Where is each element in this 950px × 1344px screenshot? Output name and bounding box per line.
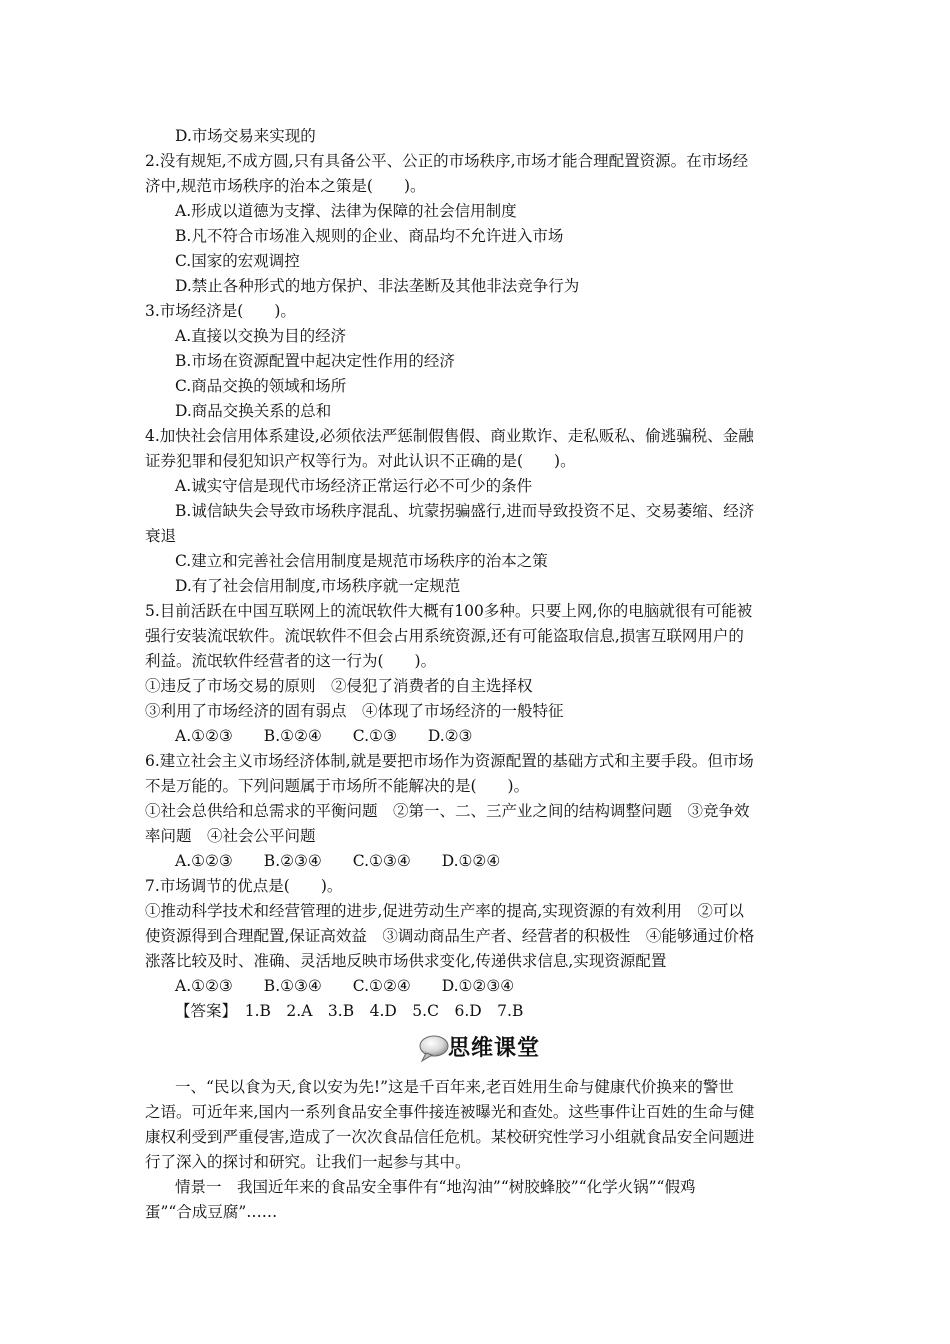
option-2c: C.国家的宏观调控 xyxy=(175,252,300,270)
option-3c: C.商品交换的领域和场所 xyxy=(175,377,347,395)
option-2d: D.禁止各种形式的地方保护、非法垄断及其他非法竞争行为 xyxy=(175,277,580,295)
option-3b: B.市场在资源配置中起决定性作用的经济 xyxy=(175,352,455,370)
scenario-line-1: 情景一 我国近年来的食品安全事件有“地沟油”“树胶蜂胶”“化学火锅”“假鸡 xyxy=(175,1178,696,1196)
option-2b: B.凡不符合市场准入规则的企业、商品均不允许进入市场 xyxy=(175,227,564,245)
passage-line-4: 行了深入的探讨和研究。让我们一起参与其中。 xyxy=(145,1153,471,1171)
question-6-statements-1: ①社会总供给和总需求的平衡问题 ②第一、二、三产业之间的结构调整问题 ③竞争效 xyxy=(145,802,750,820)
question-2-line-1: 2.没有规矩,不成方圆,只有具备公平、公正的市场秩序,市场才能合理配置资源。在市场经 xyxy=(145,152,749,170)
answer-key: 【答案】 1.B 2.A 3.B 4.D 5.C 6.D 7.B xyxy=(175,1002,524,1020)
question-7-options: A.①②③ B.①③④ C.①②④ D.①②③④ xyxy=(175,977,515,995)
option-4c: C.建立和完善社会信用制度是规范市场秩序的治本之策 xyxy=(175,552,548,570)
option-3a: A.直接以交换为目的经济 xyxy=(175,327,347,345)
question-3: 3.市场经济是( )。 xyxy=(145,302,296,320)
question-6-line-2: 不是万能的。下列问题属于市场所不能解决的是( )。 xyxy=(145,777,530,795)
question-7-statements-1: ①推动科学技术和经营管理的进步,促进劳动生产率的提高,实现资源的有效利用 ②可以 xyxy=(145,902,744,920)
question-6-statements-2: 率问题 ④社会公平问题 xyxy=(145,827,316,845)
question-7: 7.市场调节的优点是( )。 xyxy=(145,877,343,895)
option-2a: A.形成以道德为支撑、法律为保障的社会信用制度 xyxy=(175,202,517,220)
passage-line-3: 康权利受到严重侵害,造成了一次次食品信任危机。某校研究性学习小组就食品安全问题进 xyxy=(145,1128,755,1146)
question-5-line-3: 利益。流氓软件经营者的这一行为( )。 xyxy=(145,652,437,670)
question-5-statements-2: ③利用了市场经济的固有弱点 ④体现了市场经济的一般特征 xyxy=(145,702,564,720)
question-5-line-1: 5.目前活跃在中国互联网上的流氓软件大概有100多种。只要上网,你的电脑就很有可能被 xyxy=(145,602,753,620)
section-heading xyxy=(418,1030,548,1070)
option-4a: A.诚实守信是现代市场经济正常运行必不可少的条件 xyxy=(175,477,533,495)
question-6-options: A.①②③ B.②③④ C.①③④ D.①②④ xyxy=(175,852,501,870)
question-5-line-2: 强行安装流氓软件。流氓软件不但会占用系统资源,还有可能盗取信息,损害互联网用户的 xyxy=(145,627,744,645)
passage-line-1: 一、“民以食为天,食以安为先!”这是千百年来,老百姓用生命与健康代价换来的警世 xyxy=(175,1078,734,1096)
option-4d: D.有了社会信用制度,市场秩序就一定规范 xyxy=(175,577,461,595)
option-4b-line-2: 衰退 xyxy=(145,527,177,545)
question-4-line-1: 4.加快社会信用体系建设,必须依法严惩制假售假、商业欺诈、走私贩私、偷逃骗税、金融 xyxy=(145,427,754,445)
question-4-line-2: 证券犯罪和侵犯知识产权等行为。对此认识不正确的是( )。 xyxy=(145,452,576,470)
question-7-statements-2: 使资源得到合理配置,保证高效益 ③调动商品生产者、经营者的积极性 ④能够通过价格 xyxy=(145,927,755,945)
section-title: 思维课堂 xyxy=(448,1036,541,1061)
question-6-line-1: 6.建立社会主义市场经济体制,就是要把市场作为资源配置的基础方式和主要手段。但市场 xyxy=(145,752,754,770)
scenario-line-2: 蛋”“合成豆腐”…… xyxy=(145,1203,278,1221)
option-3d: D.商品交换关系的总和 xyxy=(175,402,332,420)
option-4b-line-1: B.诚信缺失会导致市场秩序混乱、坑蒙拐骗盛行,进而导致投资不足、交易萎缩、经济 xyxy=(175,502,755,520)
passage-line-2: 之语。可近年来,国内一系列食品安全事件接连被曝光和查处。这些事件让百姓的生命与健 xyxy=(145,1103,755,1121)
question-5-statements-1: ①违反了市场交易的原则 ②侵犯了消费者的自主选择权 xyxy=(145,677,533,695)
question-5-options: A.①②③ B.①②④ C.①③ D.②③ xyxy=(175,727,473,745)
question-2-line-2: 济中,规范市场秩序的治本之策是( )。 xyxy=(145,177,426,195)
option-1d: D.市场交易来实现的 xyxy=(175,127,316,145)
question-7-statements-3: 涨落比较及时、准确、灵活地反映市场供求变化,传递供求信息,实现资源配置 xyxy=(145,952,667,970)
